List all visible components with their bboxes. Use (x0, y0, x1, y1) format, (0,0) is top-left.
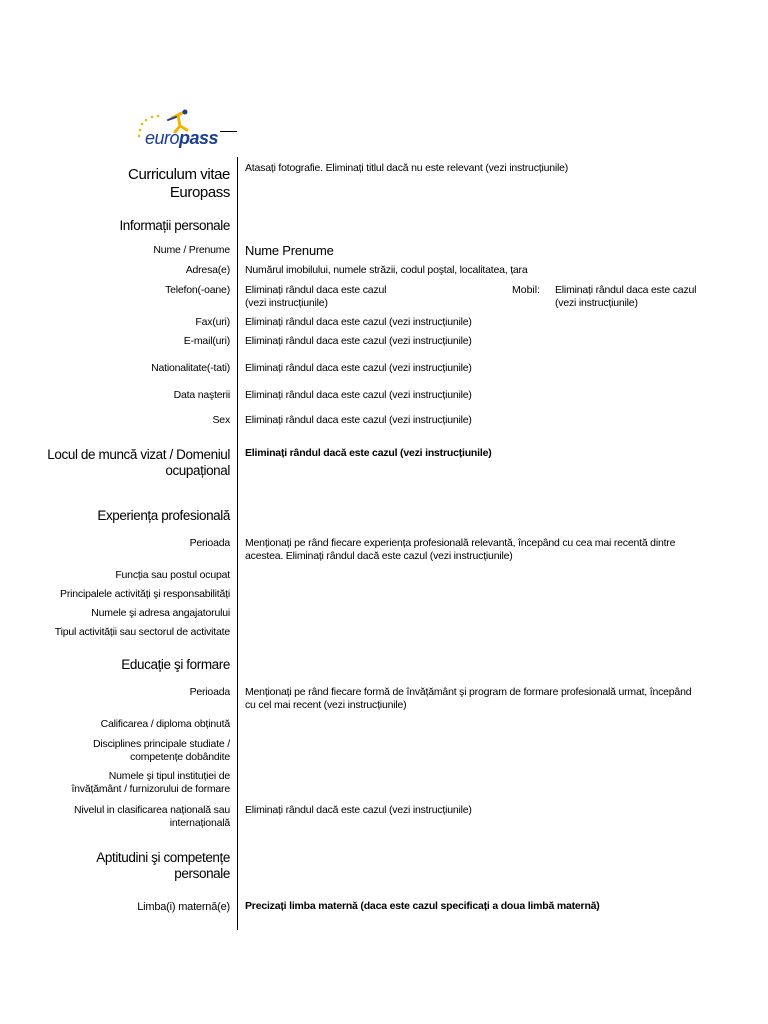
name-label: Nume / Prenume (153, 244, 230, 256)
job-heading-line1: Locul de muncă vizat / Domeniul (47, 447, 230, 462)
mobile-value-line2: (vezi instrucțiunile) (555, 297, 638, 309)
nationality-value: Eliminați rândul daca este cazul (vezi instrucțiunile) (245, 362, 472, 374)
sex-value: Eliminați rândul daca este cazul (vezi instrucțiunile) (245, 414, 472, 426)
personal-info-heading: Informații personale (119, 218, 230, 233)
subjects-label-line2: competențe dobândite (130, 751, 230, 763)
subjects-label-line1: Disciplines principale studiate / (93, 738, 230, 750)
phone-value-line2: (vezi instrucțiunile) (245, 297, 328, 309)
cv-title-line1: Curriculum vitae (128, 166, 230, 183)
activities-label: Principalele activități şi responsabilități (60, 588, 230, 600)
institution-label (71, 770, 230, 796)
skills-heading-line2: personale (174, 866, 230, 881)
mobile-value (555, 284, 696, 310)
education-period-line1: Menționați pe rând fiecare formă de învățământ şi program de formare profesională urmat, începând (245, 686, 692, 698)
name-value: Nume Prenume (245, 243, 334, 258)
experience-period-value (245, 537, 675, 563)
address-label: Adresa(e) (185, 264, 230, 276)
email-value: Eliminați rândul daca este cazul (vezi instrucțiunile) (245, 335, 472, 347)
cv-title (128, 166, 230, 202)
phone-label: Telefon(-oane) (165, 284, 230, 296)
fax-value: Eliminați rândul daca este cazul (vezi instrucțiunile) (245, 316, 472, 328)
level-label-line1: Nivelul in clasificarea națională sau (73, 804, 230, 816)
subjects-label (93, 738, 230, 764)
europass-logo (132, 108, 222, 148)
job-value: Eliminați rândul dacă este cazul (vezi instrucțiunile) (245, 447, 492, 459)
experience-period-line1: Menționați pe rând fiecare experiența profesională relevantă, începând cu cea mai recentă dintre (245, 537, 676, 549)
level-label-line2: internațională (169, 817, 230, 829)
sex-label: Sex (212, 414, 230, 426)
mobile-label: Mobil: (512, 284, 541, 296)
mother-tongue-label: Limba(i) maternă(e) (137, 901, 230, 913)
job-heading (47, 447, 230, 479)
position-label: Funcția sau postul ocupat (115, 569, 230, 581)
birth-date-label: Data naşterii (173, 389, 230, 401)
logo-pass-text: pass (179, 128, 219, 148)
fax-label: Fax(uri) (195, 316, 230, 328)
skills-heading (96, 850, 230, 882)
address-value: Numărul imobilului, numele străzii, codul poştal, localitatea, țara (245, 264, 528, 276)
mother-tongue-value: Precizați limba maternă (daca este cazul specificați a doua limbă maternă) (245, 900, 600, 912)
birth-date-value: Eliminați rândul daca este cazul (vezi instrucțiunile) (245, 389, 472, 401)
mobile-value-line1: Eliminați rândul daca este cazul (555, 284, 697, 296)
column-divider (237, 157, 238, 930)
cv-title-line2: Europass (169, 184, 230, 201)
employer-label: Numele şi adresa angajatorului (91, 607, 230, 619)
qualification-label: Calificarea / diploma obținută (100, 718, 230, 730)
phone-value (245, 284, 386, 310)
sector-label: Tipul activității sau sectorul de activitate (54, 626, 230, 638)
photo-instruction: Atasați fotografie. Eliminați titlul dacă nu este relevant (vezi instrucțiunile) (245, 162, 569, 174)
logo-euro-text: euro (145, 128, 180, 148)
logo-underline (220, 131, 237, 132)
skills-heading-line1: Aptitudini şi competențe (96, 850, 230, 865)
institution-label-line1: Numele şi tipul instituției de (108, 770, 230, 782)
phone-value-line1: Eliminați rândul daca este cazul (245, 284, 387, 296)
job-heading-line2: ocupațional (165, 463, 230, 478)
education-heading: Educație şi formare (121, 657, 230, 672)
education-period-label: Perioada (189, 686, 230, 698)
email-label: E-mail(uri) (183, 335, 230, 347)
nationality-label: Nationalitate(-tati) (151, 362, 230, 374)
experience-period-line2: acestea. Eliminați rândul dacă este cazul (vezi instrucțiunile) (245, 550, 513, 562)
institution-label-line2: învățământ / furnizorului de formare (71, 783, 230, 795)
level-label (74, 804, 230, 830)
education-period-line2: cu cel mai recent (vezi instrucțiunile) (245, 699, 407, 711)
experience-heading: Experiența profesională (97, 508, 230, 523)
level-value: Eliminați rândul dacă este cazul (vezi instrucțiunile) (245, 804, 472, 816)
experience-period-label: Perioada (189, 537, 230, 549)
education-period-value (245, 686, 691, 712)
